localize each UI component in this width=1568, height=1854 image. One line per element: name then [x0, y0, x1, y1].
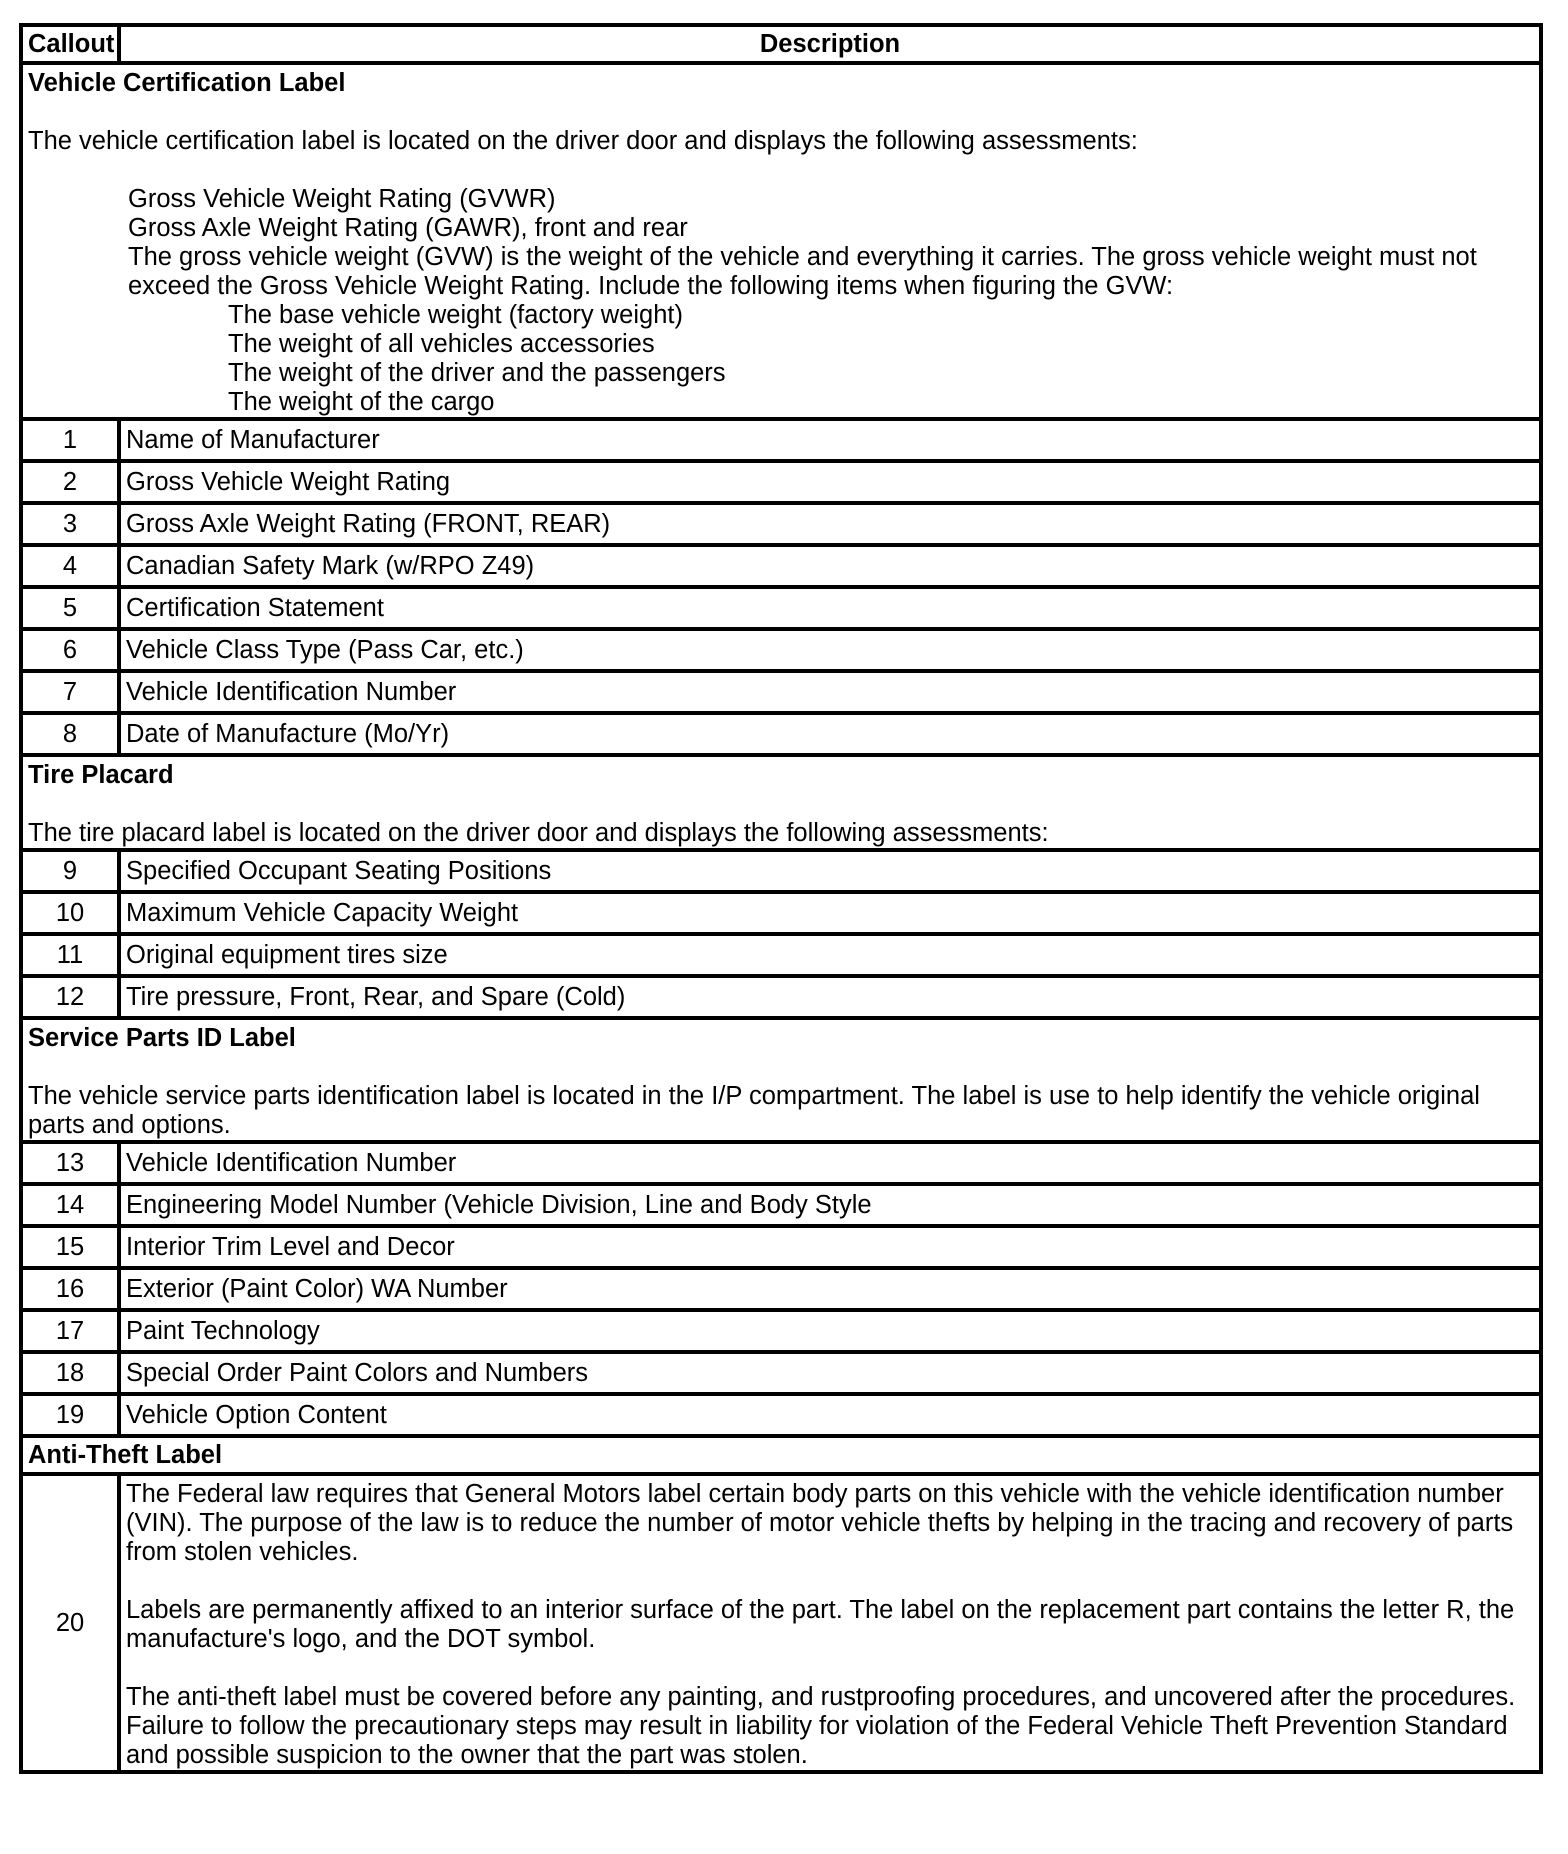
section-intro: The vehicle certification label is located on the driver door and displays the following assessments:: [28, 127, 1138, 155]
list-item: Gross Axle Weight Rating (GAWR), front and rear: [128, 214, 688, 242]
sub-list-item: The base vehicle weight (factory weight): [228, 301, 683, 329]
callout-description: Date of Manufacture (Mo/Yr): [119, 713, 1541, 755]
table-row: [21, 1394, 1541, 1436]
section-intro: The vehicle service parts identification label is located in the I/P compartment. The label is use to help identify the vehicle original parts and options.: [28, 1082, 1480, 1139]
callout-description: Gross Axle Weight Rating (FRONT, REAR): [119, 503, 1541, 545]
callout-number: 2: [21, 461, 119, 503]
callout-header: Callout: [21, 25, 119, 63]
callout-description: Gross Vehicle Weight Rating: [119, 461, 1541, 503]
paragraph: The anti-theft label must be covered before any painting, and rustproofing procedures, and uncovered after the procedures. Failure to follow the precautionary steps may result in liability for violation of the Federal Vehicle Theft Prevention Standard and possible suspicion to the owner that the part was stolen.: [126, 1683, 1516, 1769]
callout-number: 13: [21, 1142, 119, 1184]
section-anti-theft: [21, 1436, 1541, 1474]
callout-description: Exterior (Paint Color) WA Number: [119, 1268, 1541, 1310]
section-title: Anti-Theft Label: [21, 1436, 1541, 1474]
callout-description: Name of Manufacturer: [119, 419, 1541, 461]
section-tire-placard: [21, 755, 1541, 850]
callout-number: 1: [21, 419, 119, 461]
sub-list-item: The weight of the driver and the passengers: [228, 359, 726, 387]
callout-number: 6: [21, 629, 119, 671]
callout-number: 18: [21, 1352, 119, 1394]
callout-number: 16: [21, 1268, 119, 1310]
callout-description: Vehicle Class Type (Pass Car, etc.): [119, 629, 1541, 671]
callout-description: Maximum Vehicle Capacity Weight: [119, 892, 1541, 934]
section-title: Vehicle Certification Label: [28, 69, 346, 97]
callout-description: Paint Technology: [119, 1310, 1541, 1352]
table-row: [21, 545, 1541, 587]
callout-description: Original equipment tires size: [119, 934, 1541, 976]
table-row: [21, 1184, 1541, 1226]
section-title: Service Parts ID Label: [28, 1024, 296, 1052]
callout-number: 12: [21, 976, 119, 1018]
table-row: [21, 503, 1541, 545]
table-row: [21, 629, 1541, 671]
description-header: Description: [119, 25, 1541, 63]
table-row: [21, 850, 1541, 892]
callout-description: Vehicle Identification Number: [119, 1142, 1541, 1184]
callout-description: Specified Occupant Seating Positions: [119, 850, 1541, 892]
table-row: [21, 1142, 1541, 1184]
callout-number: 4: [21, 545, 119, 587]
paragraph: The Federal law requires that General Motors label certain body parts on this vehicle with the vehicle identification number (VIN). The purpose of the law is to reduce the number of motor vehicle thefts by helping in the tracing and recovery of parts from stolen vehicles.: [126, 1480, 1514, 1566]
sub-list-item: The weight of the cargo: [228, 388, 495, 416]
table-row: [21, 713, 1541, 755]
list-item: Gross Vehicle Weight Rating (GVWR): [128, 185, 556, 213]
callout-description: Tire pressure, Front, Rear, and Spare (Cold): [119, 976, 1541, 1018]
paragraph: Labels are permanently affixed to an interior surface of the part. The label on the replacement part contains the letter R, the manufacture's logo, and the DOT symbol.: [126, 1596, 1515, 1653]
callout-number: 20: [21, 1474, 119, 1772]
callout-description: Interior Trim Level and Decor: [119, 1226, 1541, 1268]
callout-number: 19: [21, 1394, 119, 1436]
section-title: Tire Placard: [28, 761, 174, 789]
section-vehicle-certification: [21, 63, 1541, 419]
table-row: [21, 671, 1541, 713]
callout-description: [119, 1474, 1541, 1772]
table-row: [21, 892, 1541, 934]
callout-description: Vehicle Identification Number: [119, 671, 1541, 713]
callout-number: 7: [21, 671, 119, 713]
callout-number: 15: [21, 1226, 119, 1268]
table-row: [21, 419, 1541, 461]
callout-number: 17: [21, 1310, 119, 1352]
table-row: [21, 1226, 1541, 1268]
sub-list-item: The weight of all vehicles accessories: [228, 330, 655, 358]
callout-number: 3: [21, 503, 119, 545]
callout-description: Vehicle Option Content: [119, 1394, 1541, 1436]
callout-description: Canadian Safety Mark (w/RPO Z49): [119, 545, 1541, 587]
callout-description: Special Order Paint Colors and Numbers: [119, 1352, 1541, 1394]
table-row: [21, 1352, 1541, 1394]
callout-number: 14: [21, 1184, 119, 1226]
section-intro: The tire placard label is located on the driver door and displays the following assessments:: [28, 819, 1049, 847]
table-row: [21, 1268, 1541, 1310]
section-service-parts: [21, 1018, 1541, 1142]
table-row: [21, 1474, 1541, 1772]
callout-number: 11: [21, 934, 119, 976]
callout-description: Engineering Model Number (Vehicle Division, Line and Body Style: [119, 1184, 1541, 1226]
table-row: [21, 976, 1541, 1018]
table-row: [21, 461, 1541, 503]
list-item: The gross vehicle weight (GVW) is the weight of the vehicle and everything it carries. The gross vehicle weight must not exceed the Gross Vehicle Weight Rating. Include the following items when figuring the GVW:: [128, 243, 1477, 300]
callout-number: 8: [21, 713, 119, 755]
label-description-table: [19, 23, 1543, 1774]
header-row: [21, 25, 1541, 63]
table-row: [21, 1310, 1541, 1352]
callout-number: 10: [21, 892, 119, 934]
callout-number: 9: [21, 850, 119, 892]
callout-description: Certification Statement: [119, 587, 1541, 629]
callout-number: 5: [21, 587, 119, 629]
table-row: [21, 934, 1541, 976]
table-row: [21, 587, 1541, 629]
